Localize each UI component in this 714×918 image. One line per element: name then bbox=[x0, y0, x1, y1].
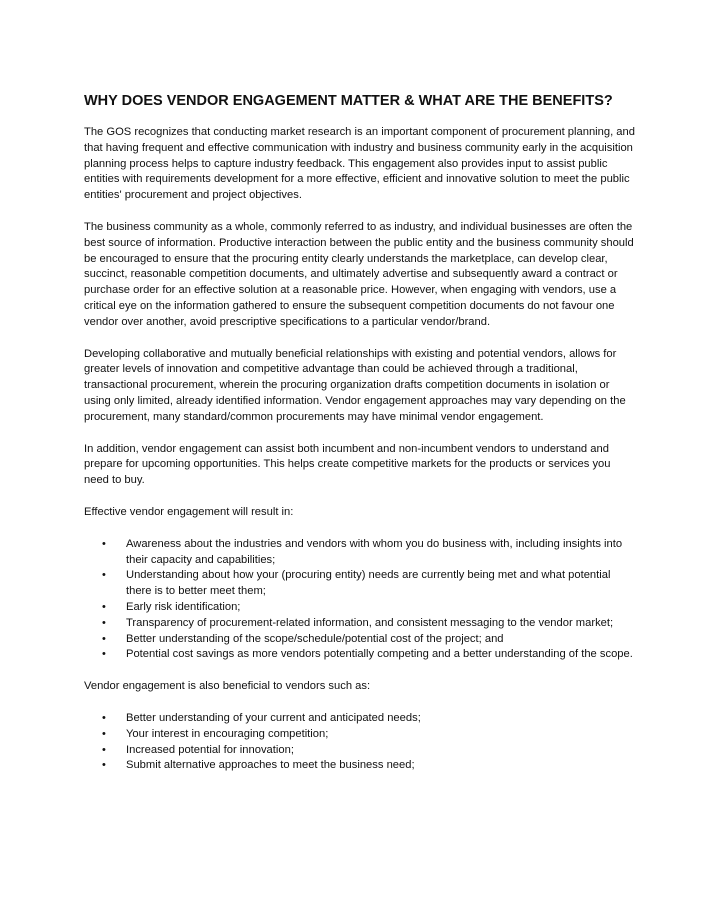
list-item bbox=[84, 632, 636, 648]
results-list bbox=[84, 537, 636, 663]
list-item bbox=[84, 600, 636, 616]
page-heading: WHY DOES VENDOR ENGAGEMENT MATTER & WHAT ARE THE BENEFITS? bbox=[84, 93, 613, 109]
paragraph-business-community: The business community as a whole, commonly referred to as industry, and individual businesses are often the best source of information. Productive interaction between the public entity and the business community should be encouraged to ensure that the procuring entity clearly understands the marketplace, can develop clear, succinct, reasonable competition documents, and ultimately advertise and subsequently award a contract or purchase order for an effective solution at a reasonable price. However, when engaging with vendors, use a critical eye on the information gathered to ensure the subsequent competition documents do not favour one vendor over another, avoid prescriptive specifications to a particular vendor/brand. bbox=[84, 220, 634, 328]
list-item-text: Increased potential for innovation; bbox=[126, 743, 294, 756]
list-item-text: Better understanding of your current and anticipated needs; bbox=[126, 711, 421, 724]
list-item-text: Submit alternative approaches to meet the business need; bbox=[126, 759, 415, 772]
bullet-icon: • bbox=[102, 648, 106, 661]
list-item bbox=[84, 743, 636, 759]
list-item bbox=[84, 647, 636, 663]
list-item-text: Your interest in encouraging competition; bbox=[126, 727, 329, 740]
list-item bbox=[84, 568, 636, 600]
list-item bbox=[84, 537, 636, 569]
vendor-intro: Vendor engagement is also beneficial to vendors such as: bbox=[84, 680, 371, 693]
list-item-text: Better understanding of the scope/schedule/potential cost of the project; and bbox=[126, 632, 504, 645]
list-item-text: Transparency of procurement-related information, and consistent messaging to the vendor market; bbox=[126, 616, 614, 629]
list-item-text: Understanding about how your (procuring entity) needs are currently being met and what potential there is to better meet them; bbox=[126, 569, 611, 598]
paragraph-incumbent-vendors: In addition, vendor engagement can assist both incumbent and non-incumbent vendors to understand and prepare for upcoming opportunities. This helps create competitive markets for the products or services you need to buy. bbox=[84, 442, 611, 487]
list-item bbox=[84, 711, 636, 727]
paragraph-collaborative-relationships: Developing collaborative and mutually beneficial relationships with existing and potential vendors, allows for greater levels of innovation and competitive advantage than could be achieved through a traditional, transactional procurement, wherein the procuring organization drafts competition documents in isolation or using only limited, already identified information. Vendor engagement approaches may vary depending on the procurement, many standard/common procurements may have minimal vendor engagement. bbox=[84, 347, 626, 423]
document-page bbox=[84, 92, 636, 790]
bullet-icon: • bbox=[102, 632, 106, 645]
results-intro: Effective vendor engagement will result in: bbox=[84, 505, 294, 518]
list-item bbox=[84, 727, 636, 743]
bullet-icon: • bbox=[102, 537, 106, 550]
list-item bbox=[84, 758, 636, 774]
vendor-benefits-list bbox=[84, 711, 636, 774]
list-item-text: Early risk identification; bbox=[126, 600, 241, 613]
paragraph-market-research: The GOS recognizes that conducting market research is an important component of procurement planning, and that having frequent and effective communication with industry and business community early in the acquisition planning process helps to capture industry feedback. This engagement also provides input to assist public entities with requirements development for a more effective, efficient and innovative solution to meet the public entities' procurement and project objectives. bbox=[84, 126, 635, 202]
bullet-icon: • bbox=[102, 743, 106, 756]
bullet-icon: • bbox=[102, 569, 106, 582]
bullet-icon: • bbox=[102, 759, 106, 772]
list-item-text: Potential cost savings as more vendors potentially competing and a better understanding of the scope. bbox=[126, 648, 633, 661]
bullet-icon: • bbox=[102, 727, 106, 740]
list-item bbox=[84, 616, 636, 632]
bullet-icon: • bbox=[102, 616, 106, 629]
bullet-icon: • bbox=[102, 711, 106, 724]
list-item-text: Awareness about the industries and vendors with whom you do business with, including insights into their capacity and capabilities; bbox=[126, 537, 623, 566]
bullet-icon: • bbox=[102, 600, 106, 613]
